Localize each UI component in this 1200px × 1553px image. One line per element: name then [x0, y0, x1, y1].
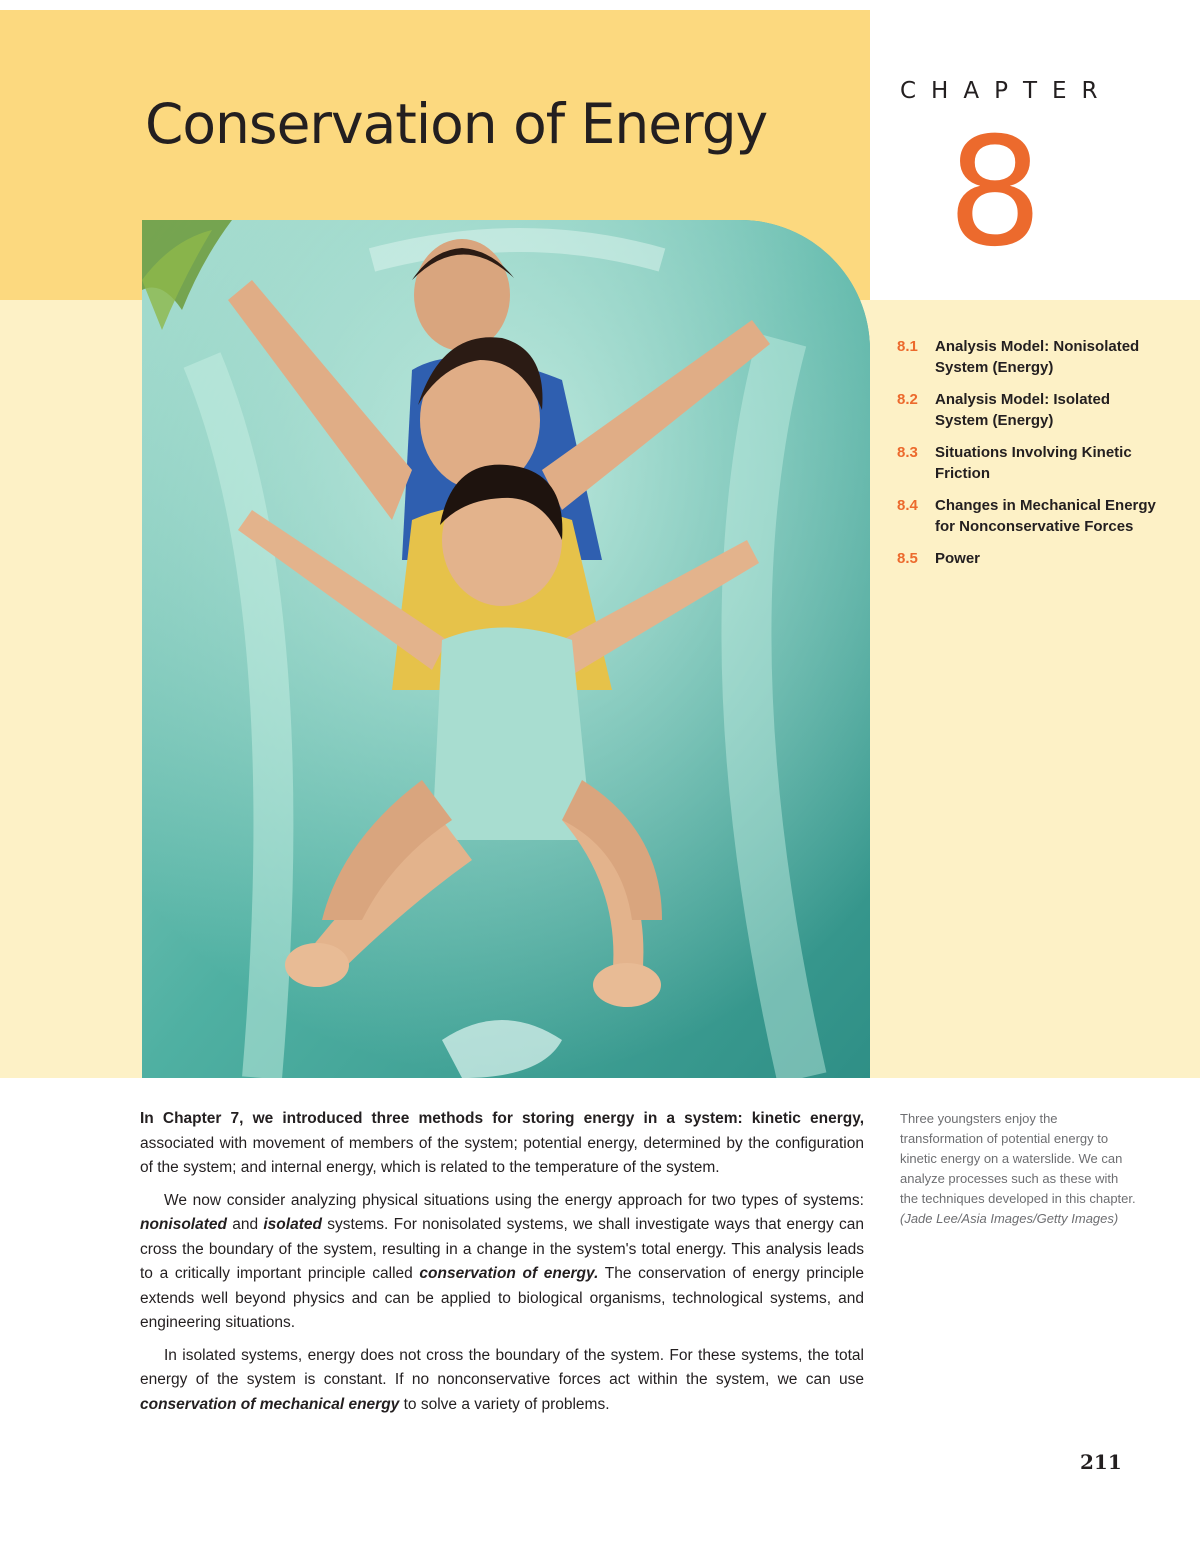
- intro-text-run: The conservation of energy principle extends well beyond physics and can be applied to biological organisms, technological systems, and engineering situations.: [140, 1265, 864, 1331]
- waterslide-photo: [142, 220, 870, 1078]
- photo-caption: [900, 1109, 1136, 1229]
- toc-item-label: Analysis Model: Nonisolated System (Energy): [935, 338, 1140, 376]
- toc-item-label: Changes in Mechanical Energy for Nonconservative Forces: [935, 497, 1156, 535]
- intro-text-run: to solve a variety of problems.: [399, 1395, 610, 1413]
- toc-item[interactable]: [897, 336, 1157, 378]
- toc-item-number: 8.4: [897, 497, 918, 514]
- keyword-conservation-of-mechanical-energy: conservation of mechanical energy: [140, 1395, 400, 1413]
- intro-paragraph-1: [140, 1107, 864, 1181]
- toc-item-label: Situations Involving Kinetic Friction: [935, 444, 1132, 482]
- page-number: 211: [1080, 1450, 1122, 1474]
- keyword-conservation-of-energy: conservation of energy.: [419, 1265, 599, 1282]
- chapter-contents: [897, 336, 1157, 580]
- keyword-isolated: isolated: [263, 1216, 322, 1233]
- intro-text-run: associated with movement of members of the system; potential energy, determined by the configuration of the system; and internal energy, which is related to the temperature of the system.: [140, 1134, 864, 1176]
- toc-item[interactable]: [897, 495, 1157, 537]
- toc-item-number: 8.5: [897, 550, 918, 567]
- intro-text-run: and: [226, 1216, 264, 1233]
- toc-item[interactable]: [897, 389, 1157, 431]
- waterslide-illustration: [142, 220, 870, 1078]
- intro-text-run: In isolated systems, energy does not cross the boundary of the system. For these systems, the total energy of the system is constant. If no nonconservative forces act within the system, we can use: [140, 1346, 864, 1388]
- toc-item[interactable]: [897, 548, 1157, 569]
- keyword-nonisolated: nonisolated: [140, 1216, 227, 1233]
- intro-lead: In Chapter 7, we introduced three methods for storing energy in a system: kinetic energy,: [140, 1110, 864, 1127]
- caption-text: Three youngsters enjoy the transformation of potential energy to kinetic energy on a waterslide. We can analyze processes such as these with the techniques developed in this chapter.: [900, 1111, 1136, 1206]
- photo-credit: (Jade Lee/Asia Images/Getty Images): [900, 1211, 1119, 1226]
- toc-item-number: 8.3: [897, 444, 918, 461]
- intro-paragraph-3: [140, 1344, 864, 1418]
- chapter-label: CHAPTER: [900, 78, 1113, 104]
- intro-text-run: systems. For nonisolated systems, we shall investigate ways that energy can cross the boundary of the system, resulting in a change in the system's total energy. This analysis leads to a critically important principle called: [140, 1216, 864, 1282]
- chapter-title: Conservation of Energy: [145, 92, 768, 156]
- toc-item-number: 8.2: [897, 391, 918, 408]
- intro-text: [140, 1107, 864, 1425]
- toc-item[interactable]: [897, 442, 1157, 484]
- toc-item-number: 8.1: [897, 338, 918, 355]
- chapter-number: 8: [947, 106, 1043, 280]
- intro-text-run: We now consider analyzing physical situations using the energy approach for two types of systems:: [164, 1191, 864, 1209]
- toc-item-label: Power: [935, 550, 981, 567]
- intro-paragraph-2: [140, 1189, 864, 1336]
- toc-item-label: Analysis Model: Isolated System (Energy): [935, 391, 1111, 429]
